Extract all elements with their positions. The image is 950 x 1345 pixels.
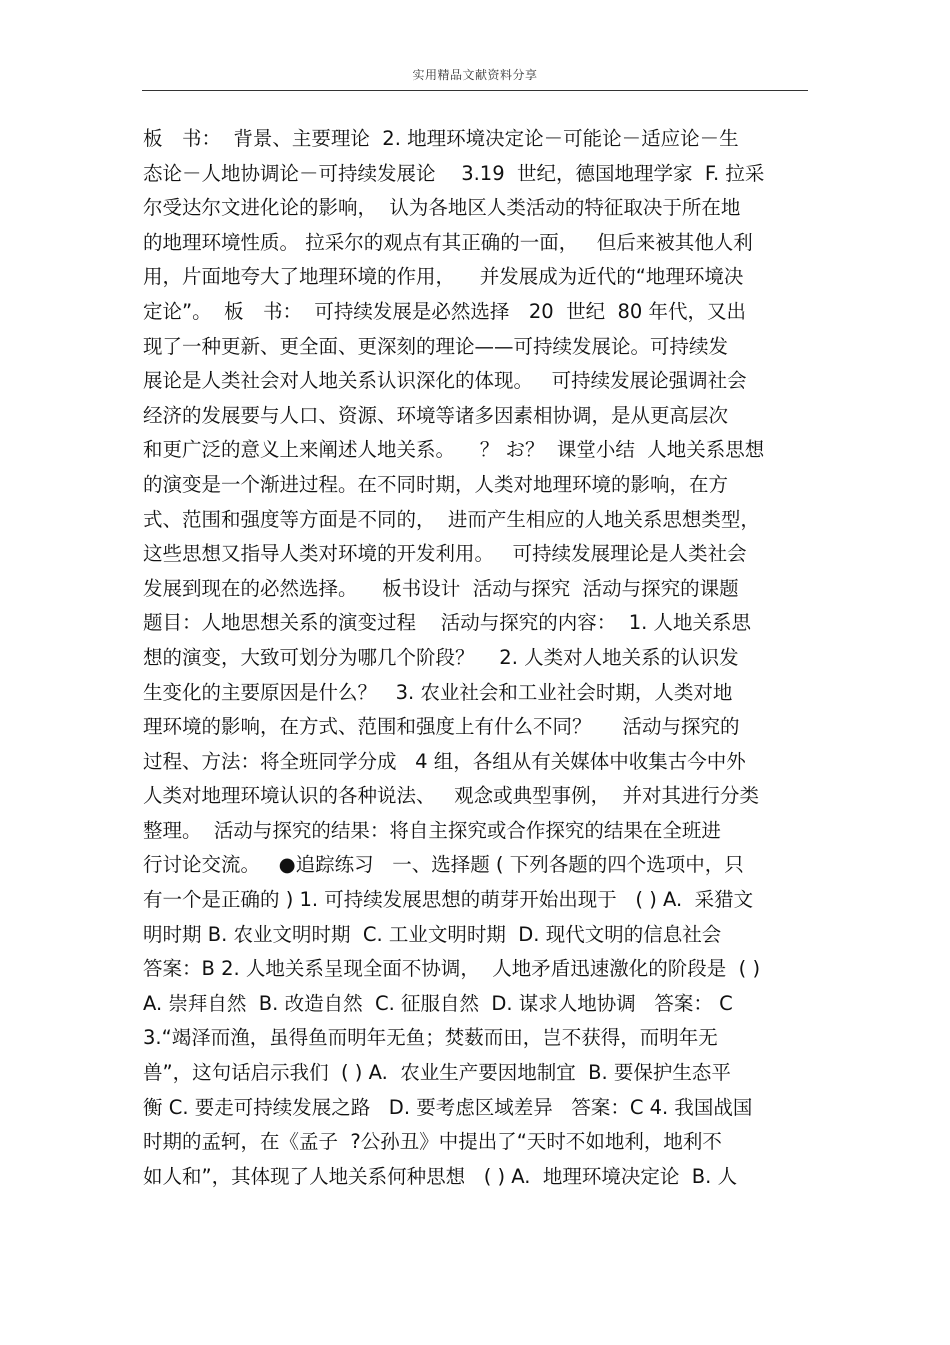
text-line: 和更广泛的意义上来阐述人地关系。 ？ お？ 课堂小结 人地关系思想	[143, 438, 765, 462]
text-line: 定论”。 板 书： 可持续发展是必然选择 20 世纪 80 年代，又出	[143, 299, 747, 323]
text-line: 有一个是正确的 ) 1. 可持续发展思想的萌芽开始出现于 ( ) A. 采猎文	[143, 888, 754, 912]
text-line: 行讨论交流。 ●追踪练习 一、选择题 ( 下列各题的四个选项中，只	[143, 853, 744, 877]
text-line: 的地理环境性质。 拉采尔的观点有其正确的一面， 但后来被其他人利	[143, 230, 753, 254]
page-header: 实用精品文献资料分享	[412, 68, 538, 82]
text-line: 用，片面地夸大了地理环境的作用， 并发展成为近代的“地理环境决	[143, 265, 744, 289]
text-line: 想的演变，大致可划分为哪几个阶段？ 2. 人类对人地关系的认识发	[143, 645, 739, 669]
text-line: 板 书： 背景、主要理论 2. 地理环境决定论－可能论－适应论－生	[143, 127, 739, 150]
text-line: 3.“竭泽而渔，虽得鱼而明年无鱼；焚薮而田，岂不获得，而明年无	[143, 1026, 718, 1050]
text-line: 整理。 活动与探究的结果：将自主探究或合作探究的结果在全班进	[143, 818, 721, 842]
text-line: 明时期 B. 农业文明时期 C. 工业文明时期 D. 现代文明的信息社会	[143, 922, 722, 946]
text-line: 兽”，这句话启示我们 ( ) A. 农业生产要因地制宜 B. 要保护生态平	[143, 1061, 731, 1085]
text-line: 题目：人地思想关系的演变过程 活动与探究的内容： 1. 人地关系思	[143, 611, 751, 635]
text-line: 态论－人地协调论－可持续发展论 3.19 世纪，德国地理学家 F. 拉采	[143, 161, 765, 185]
document-body	[143, 122, 808, 1194]
text-line: 生变化的主要原因是什么？ 3. 农业社会和工业社会时期，人类对地	[143, 680, 733, 704]
text-line: 式、范围和强度等方面是不同的， 进而产生相应的人地关系思想类型，	[143, 507, 760, 531]
text-line: 时期的孟轲，在《孟子 ?公孙丑》中提出了“天时不如地利，地利不	[143, 1130, 722, 1154]
text-line: 尔受达尔文进化论的影响， 认为各地区人类活动的特征取决于所在地	[143, 196, 741, 220]
text-line: 衡 C. 要走可持续发展之路 D. 要考虑区域差异 答案：C 4. 我国战国	[143, 1095, 753, 1119]
header-divider	[142, 90, 808, 91]
text-line: 发展到现在的必然选择。 板书设计 活动与探究 活动与探究的课题	[143, 576, 739, 600]
text-line: 理环境的影响，在方式、范围和强度上有什么不同？ 活动与探究的	[143, 715, 740, 739]
text-line: 答案：B 2. 人地关系呈现全面不协调， 人地矛盾迅速激化的阶段是 ( )	[143, 957, 761, 981]
text-line: 如人和”，其体现了人地关系何种思想 ( ) A. 地理环境决定论 B. 人	[143, 1164, 738, 1188]
text-line: 现了一种更新、更全面、更深刻的理论——可持续发展论。可持续发	[143, 334, 729, 358]
text-line: 的演变是一个渐进过程。在不同时期，人类对地理环境的影响，在方	[143, 472, 729, 496]
text-line: 展论是人类社会对人地关系认识深化的体现。 可持续发展论强调社会	[143, 369, 747, 393]
text-line: 过程、方法：将全班同学分成 4 组，各组从有关媒体中收集古今中外	[143, 749, 746, 773]
text-line: 这些思想又指导人类对环境的开发利用。 可持续发展理论是人类社会	[143, 542, 747, 566]
text-line: A. 崇拜自然 B. 改造自然 C. 征服自然 D. 谋求人地协调 答案： C	[143, 991, 733, 1015]
text-line: 经济的发展要与人口、资源、环境等诸多因素相协调，是从更高层次	[143, 403, 729, 427]
text-line: 人类对地理环境认识的各种说法、 观念或典型事例， 并对其进行分类	[143, 784, 759, 808]
